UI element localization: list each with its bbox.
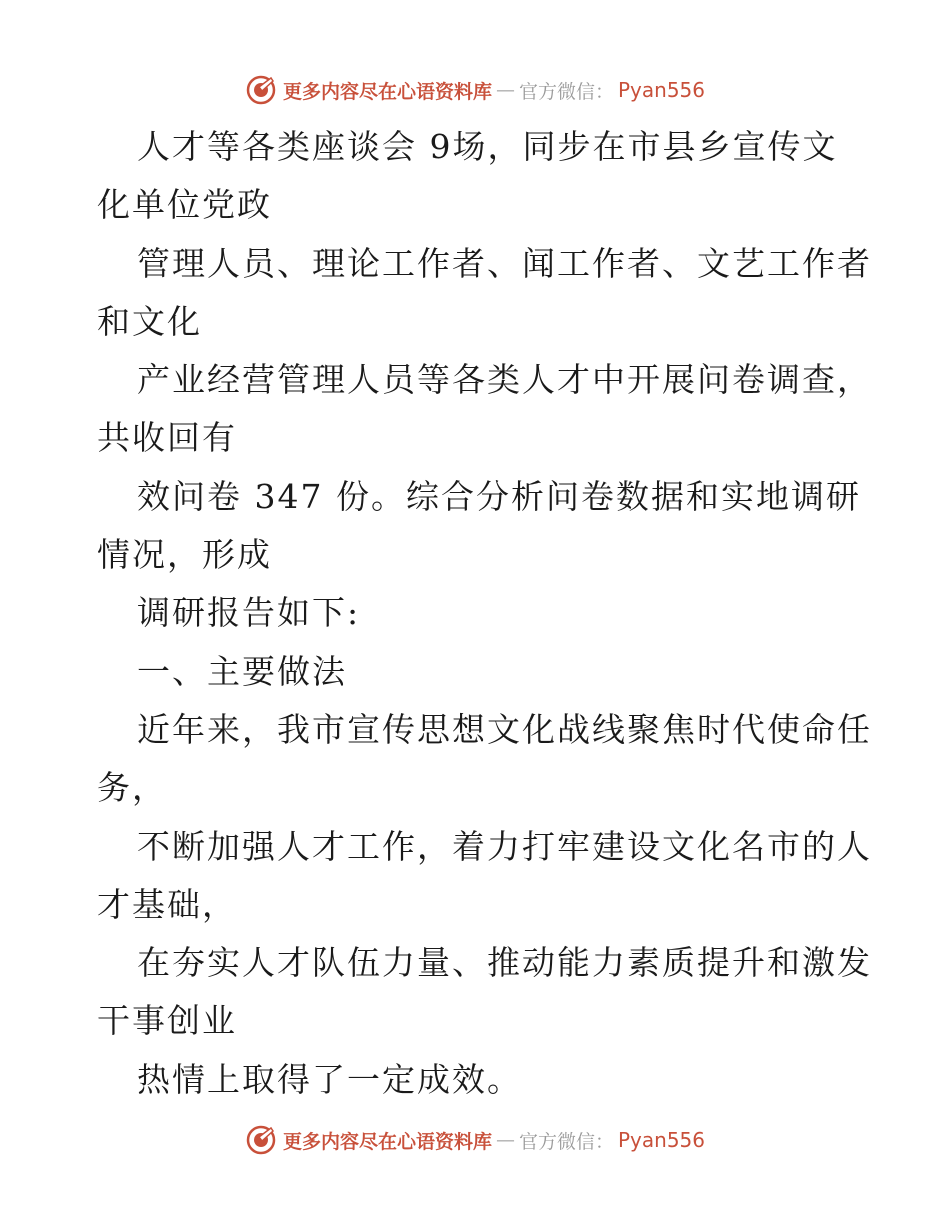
text-line: 干事创业 (97, 1001, 237, 1041)
logo-icon (245, 1124, 277, 1156)
document-body (97, 118, 872, 1109)
text-line: 人才等各类座谈会 9场，同步在市县乡宣传文 (137, 127, 838, 166)
top-watermark-banner (0, 70, 950, 110)
watermark-official-label: 官方微信： (518, 80, 614, 103)
text-line: 产业经营管理人员等各类人才中开展问卷调查， (137, 360, 872, 400)
logo-icon (245, 74, 277, 106)
text-line: 效问卷 347 份。综合分析问卷数据和实地调研 (137, 476, 861, 516)
text-line: 不断加强人才工作，着力打牢建设文化名市的人 (137, 826, 872, 866)
watermark-wechat-id: Pyan556 (618, 1128, 706, 1152)
watermark-brand-text: 更多内容尽在心语资料库 (282, 80, 492, 103)
text-line: 一、主要做法 (137, 651, 347, 691)
text-line: 热情上取得了一定成效。 (137, 1059, 522, 1099)
text-line: 近年来，我市宣传思想文化战线聚焦时代使命任 (137, 709, 872, 749)
text-line: 情况，形成 (97, 535, 272, 575)
watermark-separator: — (495, 1129, 515, 1151)
watermark-separator: — (495, 79, 515, 101)
text-line: 在夯实人才队伍力量、推动能力素质提升和激发 (137, 943, 872, 983)
watermark-wechat-id: Pyan556 (618, 78, 706, 102)
watermark-brand-text: 更多内容尽在心语资料库 (282, 1130, 492, 1153)
text-line: 共收回有 (97, 418, 237, 458)
text-line: 调研报告如下: (137, 593, 361, 633)
text-line: 管理人员、理论工作者、闻工作者、文艺工作者 (137, 243, 872, 283)
watermark-official-label: 官方微信： (518, 1130, 614, 1153)
text-line: 才基础， (97, 884, 237, 924)
text-line: 和文化 (97, 301, 202, 341)
bottom-watermark-banner (0, 1120, 950, 1160)
text-line: 化单位党政 (97, 185, 272, 225)
text-line: 务， (97, 768, 167, 808)
